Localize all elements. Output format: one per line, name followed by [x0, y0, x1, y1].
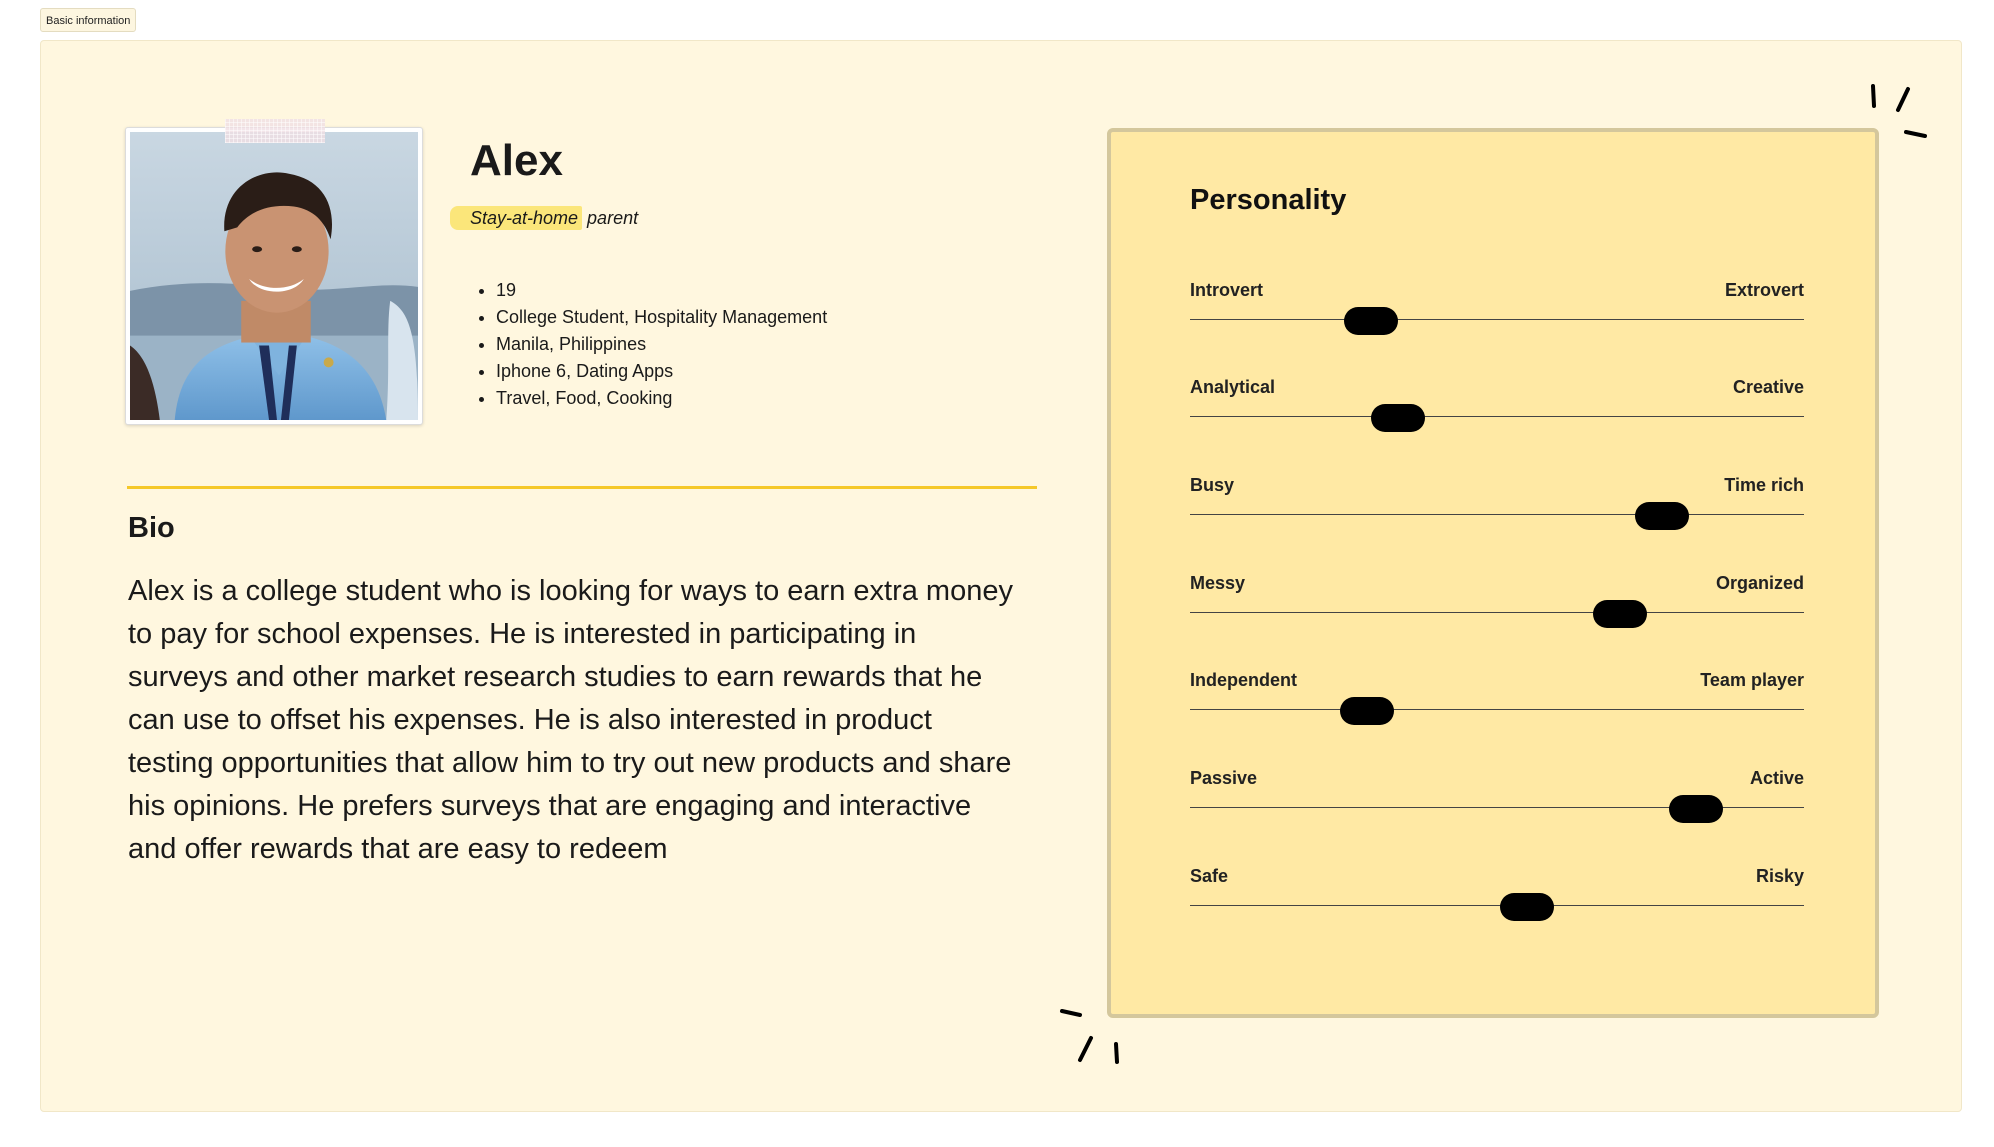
trait-messy-organized [1190, 573, 1804, 633]
sparkle-icon [1860, 80, 1930, 150]
sparkle-icon [1058, 1000, 1128, 1070]
trait-safe-risky [1190, 866, 1804, 926]
persona-role-highlight: Stay-at-home [450, 206, 582, 230]
trait-slider-knob[interactable] [1340, 697, 1394, 725]
tape-decoration [225, 119, 325, 143]
portrait-image [130, 132, 418, 420]
trait-slider-knob[interactable] [1371, 404, 1425, 432]
fact-age: • 19 [496, 277, 827, 304]
fact-occupation: • College Student, Hospitality Management [496, 304, 827, 331]
trait-slider-knob[interactable] [1669, 795, 1723, 823]
trait-right-label: Team player [1700, 670, 1804, 690]
trait-slider-track[interactable] [1190, 905, 1804, 906]
trait-busy-time-rich [1190, 475, 1804, 535]
trait-left-label: Independent [1190, 670, 1297, 690]
trait-analytical-creative [1190, 377, 1804, 437]
trait-slider-knob[interactable] [1635, 502, 1689, 530]
trait-slider-track[interactable] [1190, 416, 1804, 417]
section-divider [127, 486, 1037, 489]
trait-slider-knob[interactable] [1500, 893, 1554, 921]
trait-left-label: Messy [1190, 573, 1246, 593]
persona-name: Alex [470, 136, 563, 185]
personality-title: Personality [1190, 184, 1347, 216]
trait-slider-knob[interactable] [1344, 307, 1398, 335]
frame-label[interactable]: Basic information [40, 8, 136, 32]
persona-photo [130, 132, 418, 420]
fact-interests: • Travel, Food, Cooking [496, 385, 827, 412]
trait-slider-track[interactable] [1190, 709, 1804, 710]
persona-facts-list [478, 277, 827, 412]
trait-slider-track[interactable] [1190, 514, 1804, 515]
trait-right-label: Extrovert [1724, 280, 1804, 300]
trait-independent-team-player [1190, 670, 1804, 730]
trait-left-label: Introvert [1190, 280, 1264, 300]
trait-passive-active [1190, 768, 1804, 828]
trait-right-label: Time rich [1724, 475, 1804, 495]
persona-photo-frame [125, 127, 423, 425]
trait-slider-track[interactable] [1190, 319, 1804, 320]
trait-left-label: Analytical [1190, 377, 1276, 397]
trait-introvert-extrovert [1190, 280, 1804, 340]
bio-text: Alex is a college student who is looking for ways to earn extra money to pay for school expenses. He is interested in participating in surveys and other market research studies to earn rewards that he can use to offset his expenses. He is also interested in product testing opportunities that allow him to try out new products and share his opinions. He prefers surveys that are engaging and interactive and offer rewards that are easy to redeem [128, 575, 1013, 865]
trait-right-label: Creative [1732, 377, 1804, 397]
persona-role-rest: parent [582, 208, 639, 228]
persona-role [450, 208, 638, 229]
personality-panel [1107, 128, 1879, 1018]
trait-right-label: Active [1749, 768, 1804, 788]
fact-location: • Manila, Philippines [496, 331, 827, 358]
trait-right-label: Risky [1755, 866, 1804, 886]
bio-title: Bio [128, 512, 175, 544]
trait-slider-track[interactable] [1190, 612, 1804, 613]
trait-left-label: Safe [1190, 866, 1229, 886]
fact-devices: • Iphone 6, Dating Apps [496, 358, 827, 385]
trait-left-label: Busy [1190, 475, 1235, 495]
trait-left-label: Passive [1190, 768, 1258, 788]
trait-slider-knob[interactable] [1593, 600, 1647, 628]
trait-right-label: Organized [1715, 573, 1804, 593]
